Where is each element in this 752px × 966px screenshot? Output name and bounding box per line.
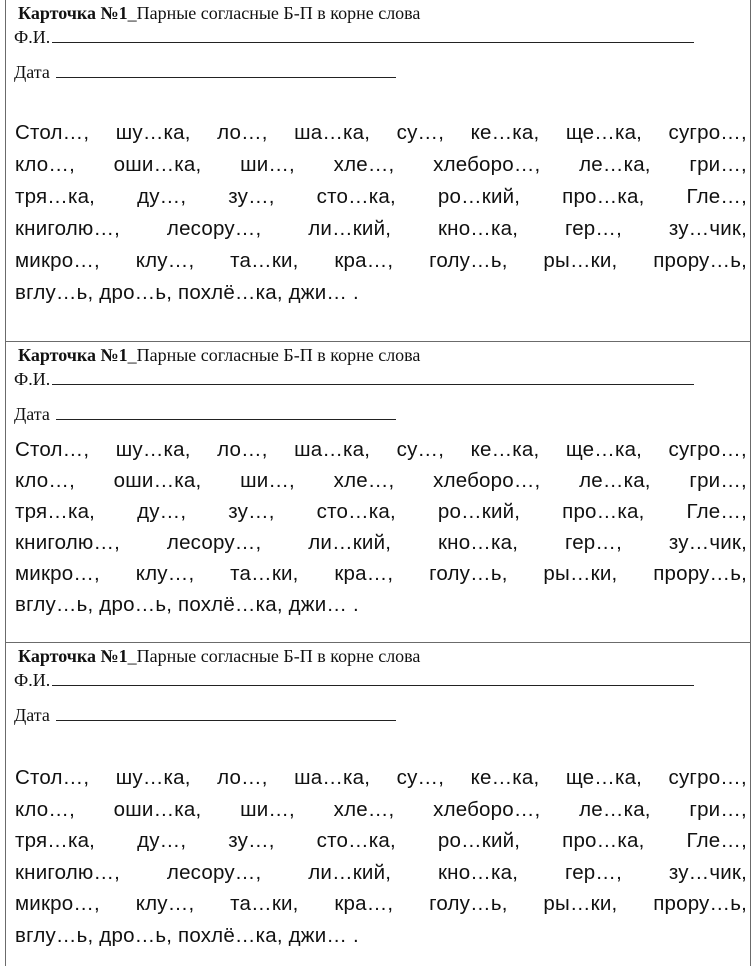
card-3: [5, 643, 751, 966]
exercise-row: [15, 558, 747, 589]
exercise-word: вглу…ь, дро…ь, похлё…ка, джи… .: [15, 923, 359, 947]
exercise-word: хле…,: [333, 469, 395, 492]
exercise-word: зу…чик,: [668, 860, 747, 884]
exercise-word: кло…,: [15, 797, 75, 821]
exercise-word: гри…,: [689, 469, 747, 492]
exercise-word: сугро…,: [668, 438, 747, 461]
exercise-word: вглу…ь, дро…ь, похлё…ка, джи… .: [15, 593, 359, 616]
exercise-word: ще…ка,: [565, 766, 643, 789]
date-label: Дата: [14, 62, 50, 82]
exercise-word: ры…ки,: [543, 249, 618, 272]
exercise-word: кра…,: [334, 562, 394, 585]
exercise-row: [15, 149, 747, 181]
exercise-word: су…,: [396, 766, 445, 789]
exercise-word: сугро…,: [668, 766, 747, 789]
exercise-row: [15, 762, 747, 794]
exercise-word: та…ки,: [230, 562, 299, 585]
name-field: [14, 26, 694, 48]
date-blank-line[interactable]: [56, 706, 396, 721]
exercise-word: голу…ь,: [429, 892, 508, 915]
exercise-word: ро…кий,: [437, 500, 521, 523]
exercise-word: ле…ка,: [579, 153, 651, 176]
name-field: [14, 669, 694, 691]
exercise-word: зу…чик,: [668, 531, 747, 554]
exercise-words: [15, 434, 747, 620]
exercise-word: хлеборо…,: [433, 797, 541, 821]
exercise-word: ли…кий,: [308, 860, 392, 884]
exercise-row: [15, 245, 747, 277]
exercise-word: про…ка,: [562, 185, 645, 208]
exercise-row: [15, 181, 747, 213]
exercise-word: оши…ка,: [113, 153, 202, 176]
name-blank-line[interactable]: [52, 370, 694, 385]
exercise-row: [15, 434, 747, 465]
exercise-row: [15, 857, 747, 889]
exercise-word: клу…,: [135, 562, 195, 585]
exercise-word: гри…,: [689, 153, 747, 176]
exercise-word: вглу…ь, дро…ь, похлё…ка, джи… .: [15, 281, 359, 304]
exercise-word: ло…,: [217, 438, 268, 461]
date-label: Дата: [14, 705, 50, 725]
exercise-row: [15, 920, 747, 952]
exercise-row: [15, 465, 747, 496]
exercise-word: гри…,: [689, 797, 747, 821]
exercise-word: книголю…,: [15, 217, 121, 240]
exercise-word: прору…ь,: [653, 892, 747, 915]
exercise-word: ры…ки,: [543, 892, 618, 915]
date-field: [14, 704, 396, 726]
card-title: [18, 344, 420, 366]
exercise-word: лесору…,: [166, 531, 262, 554]
exercise-word: Стол…,: [15, 766, 90, 789]
exercise-word: хле…,: [333, 797, 395, 821]
exercise-word: лесору…,: [166, 217, 262, 240]
exercise-row: [15, 496, 747, 527]
exercise-word: микро…,: [15, 892, 100, 915]
exercise-row: [15, 277, 747, 309]
exercise-word: зу…,: [228, 829, 275, 852]
card-title: [18, 645, 420, 667]
exercise-row: [15, 888, 747, 920]
card-2: [5, 342, 751, 643]
exercise-word: кра…,: [334, 249, 394, 272]
exercise-word: кло…,: [15, 469, 75, 492]
date-label: Дата: [14, 404, 50, 424]
exercise-word: прору…ь,: [653, 249, 747, 272]
exercise-word: Гле…,: [686, 829, 747, 852]
exercise-word: ще…ка,: [565, 121, 643, 144]
exercise-word: книголю…,: [15, 531, 121, 554]
exercise-word: сугро…,: [668, 121, 747, 144]
exercise-word: прору…ь,: [653, 562, 747, 585]
exercise-row: [15, 825, 747, 857]
exercise-word: Стол…,: [15, 438, 90, 461]
name-label: Ф.И.: [14, 670, 51, 690]
exercise-word: кло…,: [15, 153, 75, 176]
exercise-word: ле…ка,: [579, 797, 651, 821]
exercise-word: хле…,: [333, 153, 395, 176]
name-label: Ф.И.: [14, 369, 51, 389]
exercise-word: про…ка,: [562, 500, 645, 523]
exercise-word: та…ки,: [230, 892, 299, 915]
exercise-word: Стол…,: [15, 121, 90, 144]
exercise-row: [15, 527, 747, 558]
exercise-word: сто…ка,: [316, 500, 396, 523]
exercise-word: сто…ка,: [316, 829, 396, 852]
exercise-row: [15, 589, 747, 620]
exercise-word: ли…кий,: [308, 531, 392, 554]
name-blank-line[interactable]: [52, 28, 694, 43]
card-number: Карточка №1: [18, 3, 128, 23]
exercise-word: ши…,: [240, 797, 295, 821]
exercise-word: ша…ка,: [294, 438, 371, 461]
exercise-word: ро…кий,: [437, 829, 521, 852]
exercise-word: ши…,: [240, 469, 295, 492]
name-field: [14, 368, 694, 390]
exercise-word: Гле…,: [686, 500, 747, 523]
exercise-word: ша…ка,: [294, 121, 371, 144]
date-field: [14, 403, 396, 425]
exercise-word: ду…,: [137, 185, 187, 208]
exercise-word: тря…ка,: [15, 829, 96, 852]
card-1: [5, 0, 751, 342]
date-field: [14, 61, 396, 83]
exercise-word: сто…ка,: [316, 185, 396, 208]
exercise-word: су…,: [396, 121, 445, 144]
exercise-word: та…ки,: [230, 249, 299, 272]
exercise-word: ши…,: [240, 153, 295, 176]
exercise-word: ще…ка,: [565, 438, 643, 461]
exercise-row: [15, 213, 747, 245]
exercise-word: лесору…,: [166, 860, 262, 884]
exercise-word: ро…кий,: [437, 185, 521, 208]
exercise-words: [15, 762, 747, 951]
exercise-word: шу…ка,: [115, 766, 191, 789]
exercise-word: зу…чик,: [668, 217, 747, 240]
exercise-word: голу…ь,: [429, 562, 508, 585]
exercise-word: тря…ка,: [15, 500, 96, 523]
name-blank-line[interactable]: [52, 671, 694, 686]
exercise-word: оши…ка,: [113, 469, 202, 492]
exercise-word: ло…,: [217, 766, 268, 789]
card-number: Карточка №1: [18, 646, 128, 666]
exercise-word: микро…,: [15, 249, 100, 272]
exercise-word: ша…ка,: [294, 766, 371, 789]
exercise-word: клу…,: [135, 249, 195, 272]
exercise-word: ду…,: [137, 829, 187, 852]
exercise-word: шу…ка,: [115, 438, 191, 461]
exercise-word: хлеборо…,: [433, 469, 541, 492]
exercise-word: ке…ка,: [470, 121, 540, 144]
exercise-word: гер…,: [564, 217, 622, 240]
name-label: Ф.И.: [14, 27, 51, 47]
exercise-word: зу…,: [228, 500, 275, 523]
exercise-row: [15, 794, 747, 826]
date-blank-line[interactable]: [56, 63, 396, 78]
exercise-word: ду…,: [137, 500, 187, 523]
exercise-word: хлеборо…,: [433, 153, 541, 176]
exercise-word: клу…,: [135, 892, 195, 915]
exercise-word: гер…,: [564, 531, 622, 554]
exercise-word: кно…ка,: [438, 860, 519, 884]
exercise-word: ры…ки,: [543, 562, 618, 585]
exercise-word: про…ка,: [562, 829, 645, 852]
exercise-word: ло…,: [217, 121, 268, 144]
exercise-word: ке…ка,: [470, 438, 540, 461]
exercise-word: оши…ка,: [113, 797, 202, 821]
exercise-word: кра…,: [334, 892, 394, 915]
card-topic: _Парные согласные Б-П в корне слова: [127, 646, 421, 666]
exercise-word: су…,: [396, 438, 445, 461]
exercise-word: ке…ка,: [470, 766, 540, 789]
exercise-word: книголю…,: [15, 860, 121, 884]
date-blank-line[interactable]: [56, 405, 396, 420]
exercise-row: [15, 117, 747, 149]
card-topic: _Парные согласные Б-П в корне слова: [127, 3, 421, 23]
exercise-word: ли…кий,: [308, 217, 392, 240]
exercise-word: Гле…,: [686, 185, 747, 208]
exercise-word: голу…ь,: [429, 249, 508, 272]
exercise-word: гер…,: [564, 860, 622, 884]
card-topic: _Парные согласные Б-П в корне слова: [127, 345, 421, 365]
exercise-word: кно…ка,: [438, 217, 519, 240]
exercise-word: шу…ка,: [115, 121, 191, 144]
exercise-words: [15, 117, 747, 309]
exercise-word: тря…ка,: [15, 185, 96, 208]
exercise-word: ле…ка,: [579, 469, 651, 492]
card-title: [18, 2, 420, 24]
exercise-word: микро…,: [15, 562, 100, 585]
exercise-word: зу…,: [228, 185, 275, 208]
card-number: Карточка №1: [18, 345, 128, 365]
exercise-word: кно…ка,: [438, 531, 519, 554]
